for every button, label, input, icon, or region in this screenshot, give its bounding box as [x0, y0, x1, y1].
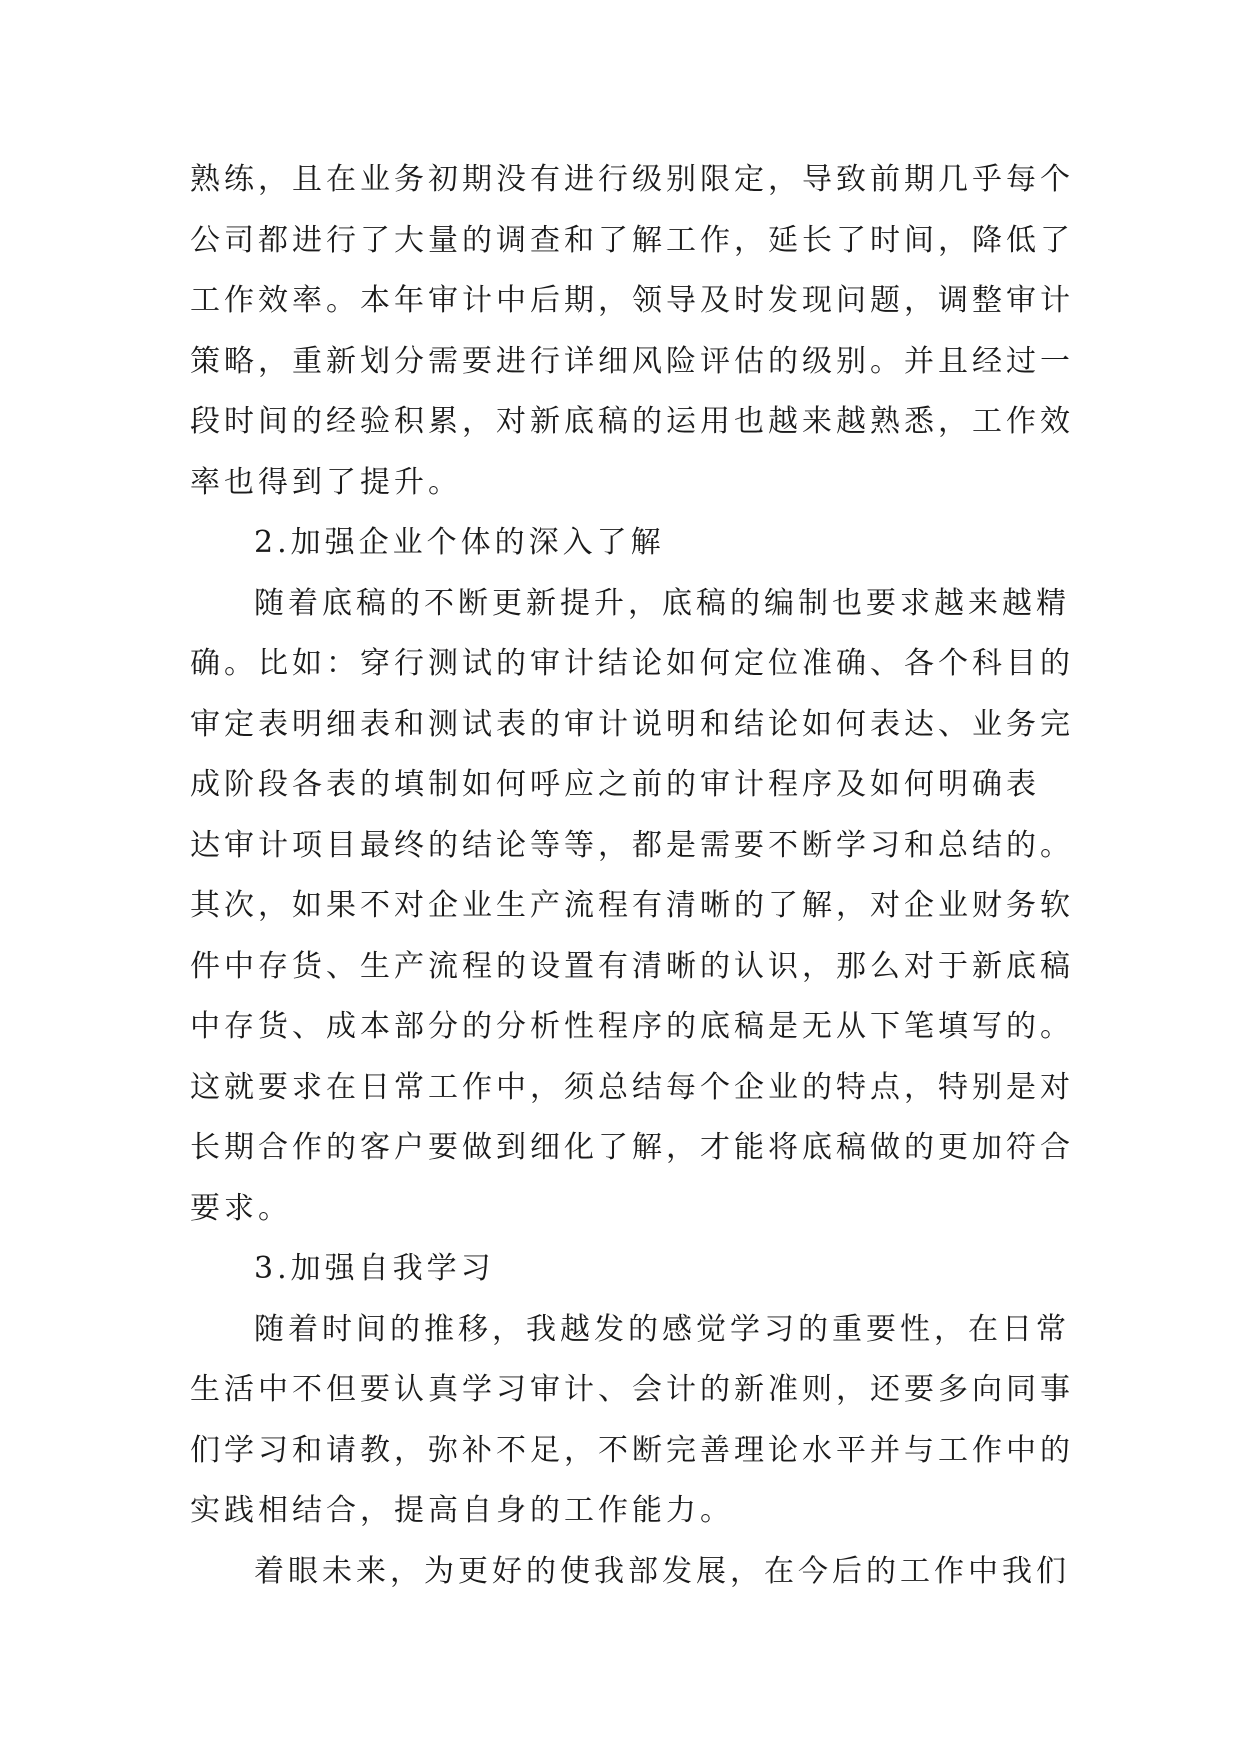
text-line: 这就要求在日常工作中，须总结每个企业的特点，特别是对: [190, 1069, 1074, 1105]
text-line: 生活中不但要认真学习审计、会计的新准则，还要多向同事: [190, 1372, 1074, 1407]
text-line: 们学习和请教，弥补不足，不断完善理论水平并与工作中的: [190, 1432, 1074, 1468]
text-line: 成阶段各表的填制如何呼应之前的审计程序及如何明确表: [190, 767, 1040, 802]
section-heading: 2.加强企业个体的深入了解: [254, 525, 665, 560]
text-line: 段时间的经验积累，对新底稿的运用也越来越熟悉，工作效: [190, 404, 1074, 439]
text-line: 中存货、成本部分的分析性程序的底稿是无从下笔填写的。: [190, 1009, 1074, 1044]
text-line: 工作效率。本年审计中后期，领导及时发现问题，调整审计: [190, 283, 1074, 318]
text-line: 件中存货、生产流程的设置有清晰的认识，那么对于新底稿: [190, 948, 1074, 984]
text-line: 率也得到了提升。: [190, 464, 462, 500]
text-line: 熟练，且在业务初期没有进行级别限定，导致前期几乎每个: [190, 162, 1074, 197]
text-line: 确。比如：穿行测试的审计结论如何定位准确、各个科目的: [190, 646, 1074, 681]
text-line: 随着底稿的不断更新提升，底稿的编制也要求越来越精: [254, 585, 1070, 621]
text-line: 策略，重新划分需要进行详细风险评估的级别。并且经过一: [190, 343, 1074, 379]
text-line: 要求。: [190, 1190, 292, 1226]
text-line: 长期合作的客户要做到细化了解，才能将底稿做的更加符合: [190, 1130, 1074, 1165]
text-line: 其次，如果不对企业生产流程有清晰的了解，对企业财务软: [190, 888, 1074, 923]
text-line: 实践相结合，提高自身的工作能力。: [190, 1493, 734, 1528]
section-heading: 3.加强自我学习: [254, 1251, 495, 1286]
text-line: 达审计项目最终的结论等等，都是需要不断学习和总结的。: [190, 827, 1074, 863]
text-line: 着眼未来，为更好的使我部发展，在今后的工作中我们: [254, 1553, 1070, 1589]
text-line: 审定表明细表和测试表的审计说明和结论如何表达、业务完: [190, 706, 1074, 742]
document-page: [190, 150, 1074, 1602]
text-line: 随着时间的推移，我越发的感觉学习的重要性，在日常: [254, 1311, 1070, 1347]
text-line: 公司都进行了大量的调查和了解工作，延长了时间，降低了: [190, 222, 1074, 258]
